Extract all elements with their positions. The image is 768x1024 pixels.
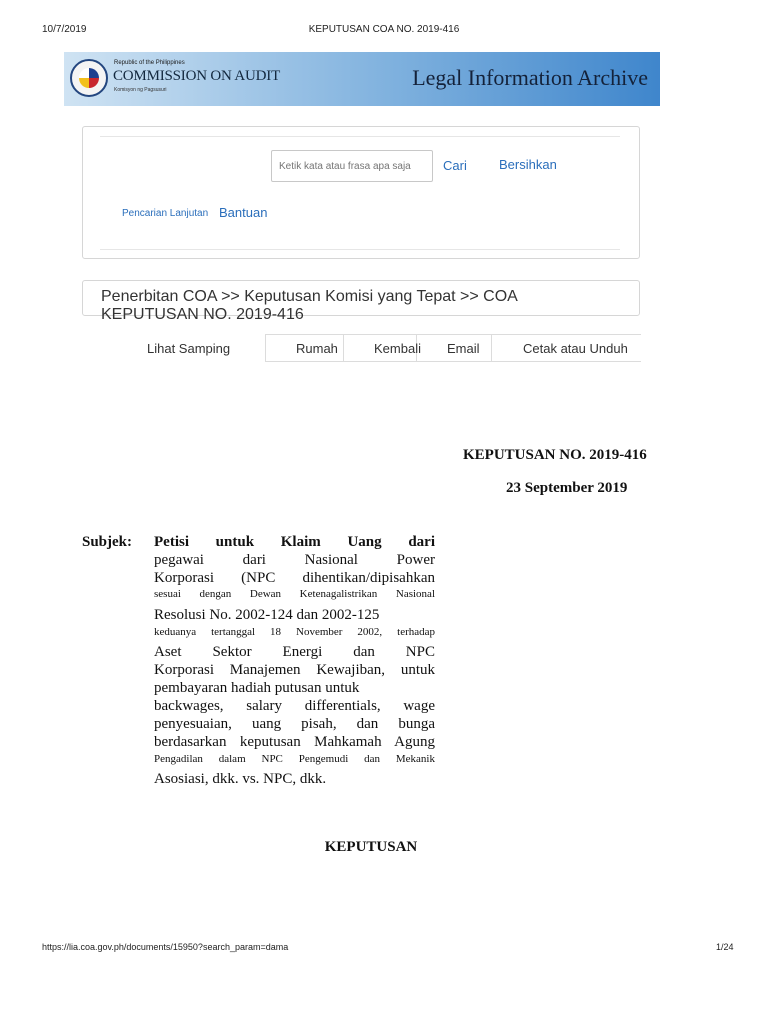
republic-label: Republic of the Philippines [114,60,185,66]
breadcrumb[interactable]: Penerbitan COA >> Keputusan Komisi yang Tepat >> COA KEPUTUSAN NO. 2019-416 [101,288,517,323]
org-name: COMMISSION ON AUDIT [113,68,281,84]
subject-line: penyesuaian, uang pisah, dan bunga [154,716,435,732]
document-date: 23 September 2019 [506,480,628,496]
print-title: KEPUTUSAN COA NO. 2019-416 [308,24,460,35]
coa-seal-icon [70,59,108,97]
subject-line: berdasarkan keputusan Mahkamah Agung [154,734,435,750]
home-button[interactable]: Rumah [296,341,338,356]
subject-line: Korporasi (NPC dihentikan/dipisahkan [154,570,435,586]
subject-line: pembayaran hadiah putusan untuk [154,680,360,696]
site-banner[interactable] [64,52,660,106]
subject-line: Asosiasi, dkk. vs. NPC, dkk. [154,771,327,787]
search-panel-divider-top [100,136,620,137]
section-heading: KEPUTUSAN [324,839,418,855]
toolbar-separator [343,334,344,362]
document-title: KEPUTUSAN NO. 2019-416 [463,447,647,463]
side-view-button[interactable]: Lihat Samping [147,341,231,356]
page-number: 1/24 [716,942,734,952]
org-subname: Komisyon ng Pagsusuri [114,87,167,93]
search-panel [82,126,640,259]
clear-button[interactable]: Bersihkan [499,157,557,172]
subject-line: Petisi untuk Klaim Uang dari [154,534,435,550]
subject-line: backwages, salary differentials, wage [154,698,435,714]
subject-line: Pengadilan dalam NPC Pengemudi dan Mekanik [154,753,435,765]
back-button[interactable]: Kembali [374,341,421,356]
search-input[interactable] [271,150,433,182]
print-url: https://lia.coa.gov.ph/documents/15950?search_param=dama [42,942,289,952]
email-button[interactable]: Email [447,341,480,356]
subject-line: Aset Sektor Energi dan NPC [154,644,435,660]
search-panel-divider-bottom [100,249,620,250]
toolbar-separator [491,334,492,362]
subject-line: Resolusi No. 2002-124 dan 2002-125 [154,607,380,623]
subject-line: pegawai dari Nasional Power [154,552,435,568]
subject-line: keduanya tertanggal 18 November 2002, terhadap [154,626,435,638]
subject-label: Subjek: [82,534,133,550]
site-title: Legal Information Archive [412,65,648,90]
help-link[interactable]: Bantuan [219,205,268,220]
subject-line: Korporasi Manajemen Kewajiban, untuk [154,662,435,678]
print-download-button[interactable]: Cetak atau Unduh [523,341,628,356]
advanced-search-link[interactable]: Pencarian Lanjutan [122,208,209,219]
subject-line: sesuai dengan Dewan Ketenagalistrikan Nasional [154,588,435,600]
search-button[interactable]: Cari [443,158,467,173]
print-date: 10/7/2019 [42,24,87,35]
